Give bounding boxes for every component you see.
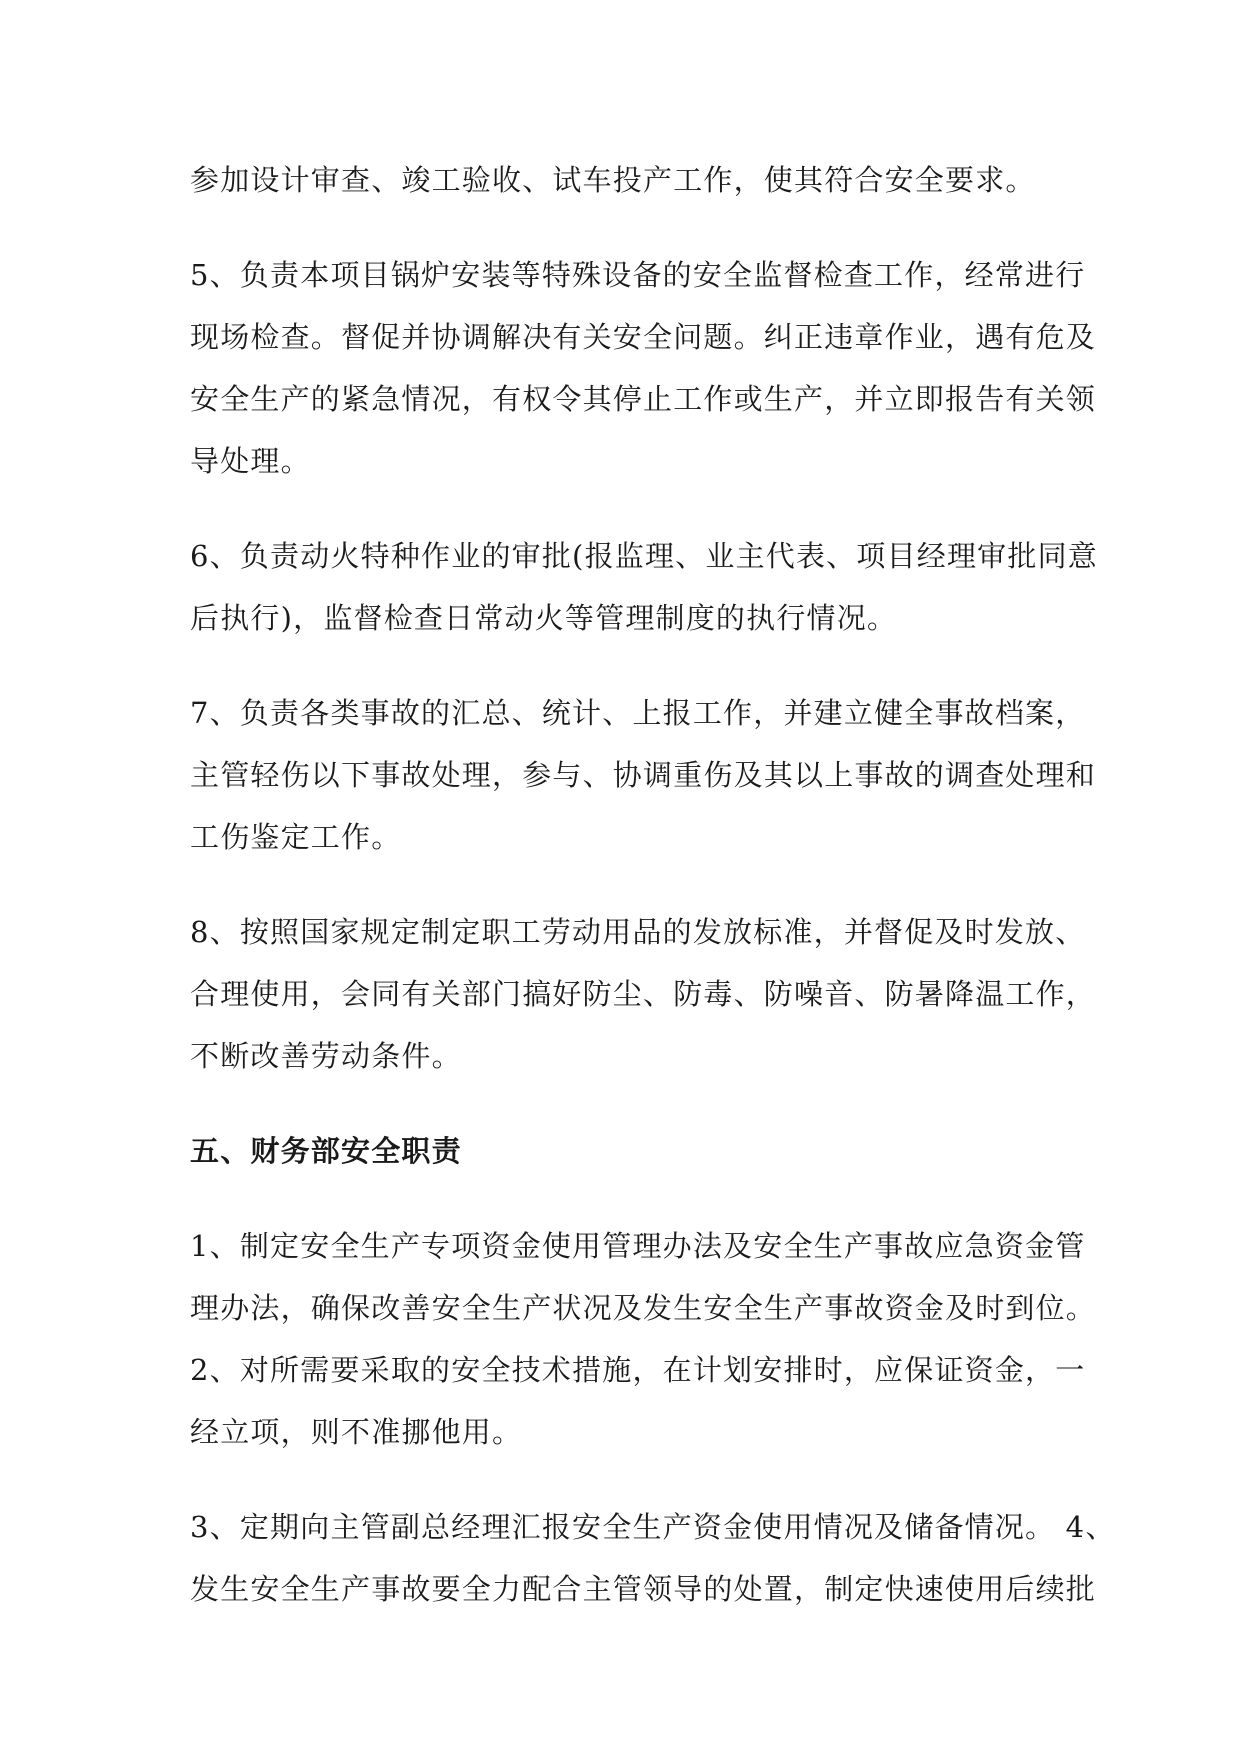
paragraph-line: 2、对所需要采取的安全技术措施，在计划安排时，应保证资金，一	[190, 1353, 1086, 1387]
paragraph-line: 现场检查。督促并协调解决有关安全问题。纠正违章作业，遇有危及	[190, 320, 1097, 354]
paragraph-line: 工伤鉴定工作。	[190, 820, 402, 854]
paragraph-line: 参加设计审查、竣工验收、试车投产工作，使其符合安全要求。	[190, 163, 1036, 197]
paragraph-line: 发生安全生产事故要全力配合主管领导的处置，制定快速使用后续批	[190, 1572, 1097, 1606]
paragraph-line: 后执行)，监督检查日常动火等管理制度的执行情况。	[190, 601, 898, 635]
paragraph-line: 3、定期向主管副总经理汇报安全生产资金使用情况及储备情况。 4、	[190, 1510, 1116, 1544]
paragraph-line: 安全生产的紧急情况，有权令其停止工作或生产，并立即报告有关领	[190, 382, 1097, 416]
paragraph-line: 1、制定安全生产专项资金使用管理办法及安全生产事故应急资金管	[190, 1229, 1086, 1263]
paragraph-line: 理办法，确保改善安全生产状况及发生安全生产事故资金及时到位。	[190, 1291, 1097, 1325]
paragraph-line: 6、负责动火特种作业的审批(报监理、业主代表、项目经理审批同意	[190, 539, 1098, 573]
paragraph-line: 导处理。	[190, 444, 311, 478]
paragraph-line: 主管轻伤以下事故处理，参与、协调重伤及其以上事故的调查处理和	[190, 758, 1097, 792]
paragraph-line: 7、负责各类事故的汇总、统计、上报工作，并建立健全事故档案，	[190, 696, 1086, 730]
paragraph-line: 合理使用，会同有关部门搞好防尘、防毒、防噪音、防暑降温工作，	[190, 977, 1097, 1011]
paragraph-line: 8、按照国家规定制定职工劳动用品的发放标准，并督促及时发放、	[190, 915, 1086, 949]
paragraph-line: 不断改善劳动条件。	[190, 1039, 462, 1073]
paragraph-line: 5、负责本项目锅炉安装等特殊设备的安全监督检查工作，经常进行	[190, 258, 1086, 292]
section-heading: 五、财务部安全职责	[190, 1134, 462, 1168]
paragraph-line: 经立项，则不准挪他用。	[190, 1415, 523, 1449]
